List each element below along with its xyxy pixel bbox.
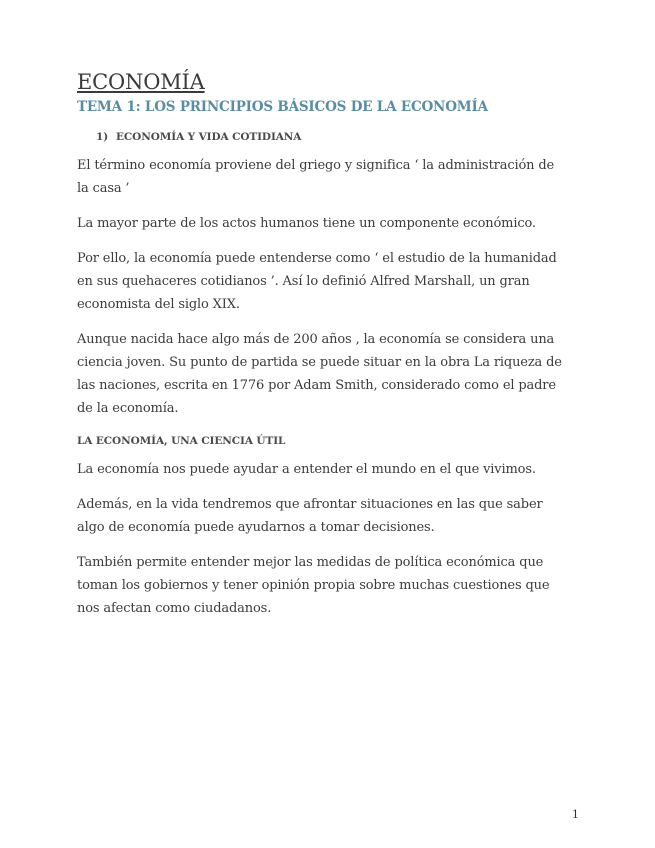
page-number: 1: [572, 808, 579, 821]
section-heading-text: ECONOMÍA Y VIDA COTIDIANA: [116, 131, 302, 143]
section-number: 1): [96, 131, 109, 143]
paragraph: La economía nos puede ayudar a entender el mundo en el que vivimos.: [77, 462, 536, 477]
paragraph: También permite entender mejor las medidas de política económica que toman los gobiernos y tener opinión propia sobre muchas cuestiones que nos afectan como ciudadanos.: [77, 555, 550, 616]
paragraph: El término economía proviene del griego y significa ‘ la administración de la casa ’: [77, 158, 555, 196]
subheading-useful-science: LA ECONOMÍA, UNA CIENCIA ÚTIL: [77, 435, 286, 447]
paragraph: Por ello, la economía puede entenderse como ‘ el estudio de la humanidad en sus quehaceres cotidianos ’. Así lo definió Alfred Marshall, un gran economista del siglo XIX.: [77, 251, 557, 312]
paragraph: Aunque nacida hace algo más de 200 años , la economía se considera una ciencia joven. Su punto de partida se puede situar en la obra La riqueza de las naciones, escrita en 1776 por Adam Smith, considerado como el padre de la economía.: [77, 332, 562, 416]
topic-title: TEMA 1: LOS PRINCIPIOS BÁSICOS DE LA ECONOMÍA: [77, 99, 488, 115]
document-title: ECONOMÍA: [77, 70, 205, 94]
document-page: [77, 68, 567, 620]
paragraph: Además, en la vida tendremos que afrontar situaciones en las que saber algo de economía puede ayudarnos a tomar decisiones.: [77, 497, 543, 535]
section-heading-1: [77, 130, 567, 144]
paragraph: La mayor parte de los actos humanos tiene un componente económico.: [77, 216, 536, 231]
